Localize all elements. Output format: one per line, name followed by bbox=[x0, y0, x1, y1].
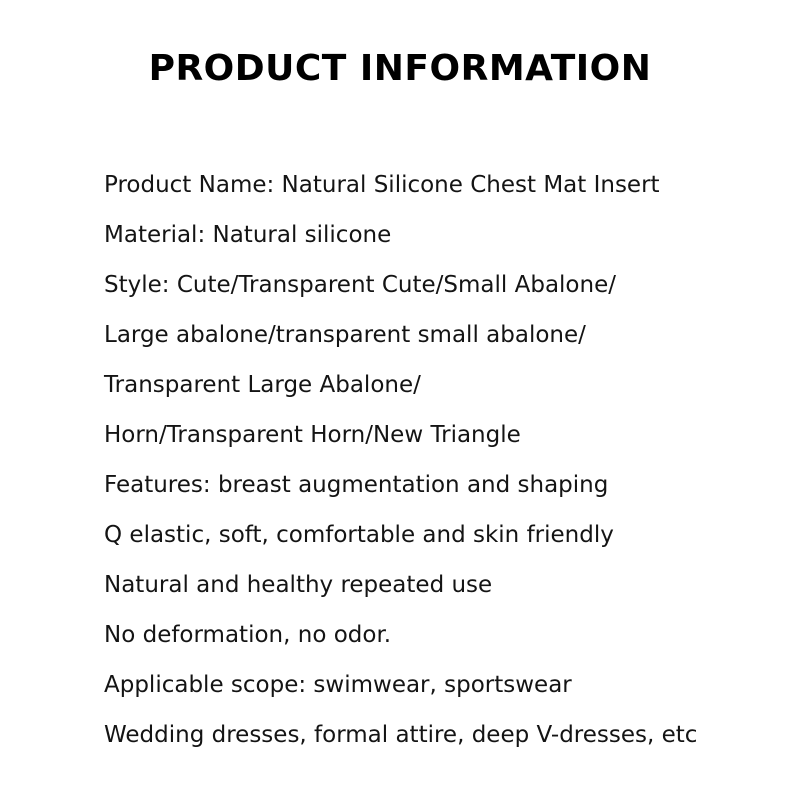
list-item: Material: Natural silicone bbox=[104, 222, 392, 248]
list-item: Transparent Large Abalone/ bbox=[104, 372, 421, 398]
list-item: Horn/Transparent Horn/New Triangle bbox=[104, 422, 521, 448]
list-item: Features: breast augmentation and shaping bbox=[104, 472, 609, 498]
list-item: Style: Cute/Transparent Cute/Small Abalone/ bbox=[104, 272, 616, 298]
list-item: Q elastic, soft, comfortable and skin friendly bbox=[104, 522, 614, 548]
list-item: No deformation, no odor. bbox=[104, 622, 392, 648]
list-item: Large abalone/transparent small abalone/ bbox=[104, 322, 586, 348]
list-item: Natural and healthy repeated use bbox=[104, 572, 493, 598]
product-spec-list bbox=[104, 160, 744, 760]
list-item: Wedding dresses, formal attire, deep V-dresses, etc bbox=[104, 722, 698, 748]
list-item: Applicable scope: swimwear, sportswear bbox=[104, 672, 572, 698]
list-item: Product Name: Natural Silicone Chest Mat Insert bbox=[104, 172, 660, 198]
page-title: PRODUCT INFORMATION bbox=[148, 48, 652, 89]
